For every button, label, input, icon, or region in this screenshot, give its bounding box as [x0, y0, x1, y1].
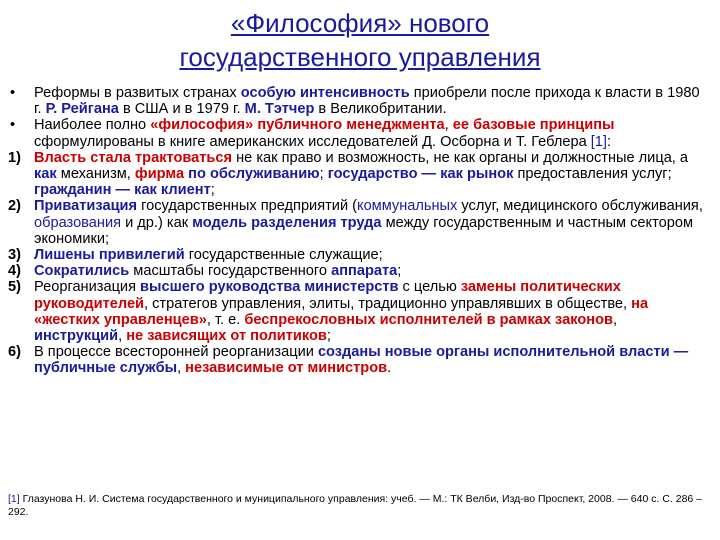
item-text: ,	[118, 328, 127, 345]
number-marker: 6)	[8, 344, 21, 361]
number-marker: 1)	[8, 149, 21, 166]
emphasis-text: образования	[34, 214, 122, 231]
number-marker: 5)	[8, 279, 21, 296]
emphasis-text: М. Тэтчер	[244, 101, 315, 118]
item-text: ;	[397, 263, 402, 280]
list-item	[8, 198, 708, 247]
slide-title-line-1: «Философия» нового	[230, 8, 490, 38]
emphasis-text: не зависящих от политиков	[126, 328, 327, 345]
item-text: государственные служащие;	[184, 247, 383, 264]
emphasis-text: Р. Рейгана	[45, 101, 119, 118]
item-text: предоставления услуг;	[513, 166, 672, 183]
item-text: ,	[177, 360, 186, 377]
emphasis-text: государство — как рынок	[327, 166, 514, 183]
item-text: ,	[444, 117, 453, 134]
item-text: .	[387, 360, 392, 377]
emphasis-text: Власть стала трактоваться	[34, 149, 233, 166]
item-text: с целью	[398, 279, 461, 296]
emphasis-text: беспрекословных исполнителей в рамках законов	[244, 311, 613, 328]
item-text: ;	[319, 166, 328, 183]
emphasis-text: Лишены привилегий	[34, 247, 185, 264]
item-text: механизм,	[56, 166, 135, 183]
item-text: ,	[612, 311, 618, 328]
emphasis-text: фирма	[134, 166, 185, 183]
emphasis-text: созданы новые органы исполнительной власти — публичные службы	[34, 344, 689, 377]
number-marker: 2)	[8, 198, 21, 215]
footnote-text: Глазунова Н. И. Система государственного и муниципального управления: учеб. — М.: ТК Велби, Изд-во Проспект, 2008. — 640 с. С. 286 – 292.	[8, 493, 703, 518]
item-text: не как право и возможность, не как органы и должностные лица, а	[232, 149, 689, 166]
emphasis-text: особую интенсивность	[240, 85, 410, 101]
list-item	[8, 344, 708, 376]
item-text: и др.) как	[121, 214, 193, 231]
number-marker: 4)	[8, 263, 21, 280]
emphasis-text: независимые от министров	[185, 360, 388, 377]
emphasis-text: замены политических руководителей	[34, 279, 621, 312]
item-text: , т. е.	[206, 311, 245, 328]
slide-body	[8, 85, 708, 377]
emphasis-text: модель разделения труда	[192, 214, 382, 231]
list-item	[8, 85, 708, 117]
emphasis-text: Сократились	[34, 263, 130, 280]
list-item	[8, 263, 708, 279]
list-item	[8, 117, 708, 149]
item-text: приобрели после прихода к власти в 1980 г.	[34, 85, 700, 118]
item-text: между государственным и частным сектором экономики;	[34, 214, 693, 247]
item-text: масштабы государственного	[129, 263, 332, 280]
item-text: ;	[326, 328, 331, 345]
item-text: услуг, медицинского обслуживания,	[457, 198, 703, 215]
emphasis-text: [1]	[590, 133, 607, 150]
emphasis-text: гражданин — как клиент	[34, 182, 211, 199]
item-text: В процессе всесторонней реорганизации	[34, 344, 318, 361]
bullet-marker: •	[10, 117, 16, 134]
emphasis-text: ее базовые принципы	[452, 117, 615, 134]
emphasis-text: как	[34, 166, 57, 183]
bullet-marker: •	[10, 85, 16, 101]
slide-title-line-2: государственного управления	[179, 42, 541, 72]
emphasis-text: Приватизация	[34, 198, 138, 215]
footnote-ref: [1]	[8, 493, 20, 505]
item-text: в Великобритании.	[314, 101, 447, 118]
number-marker: 3)	[8, 247, 21, 264]
emphasis-text: высшего руководства министерств	[140, 279, 399, 296]
item-text: Реорганизация	[34, 279, 141, 296]
emphasis-text: «философия» публичного менеджмента	[150, 117, 445, 134]
item-text: , стратегов управления, элиты, традиционно управлявших в обществе,	[144, 295, 632, 312]
emphasis-text: по обслуживанию	[188, 166, 320, 183]
item-text: в США и в 1979 г.	[118, 101, 245, 118]
slide-title	[0, 6, 720, 74]
list-item	[8, 247, 708, 263]
item-text: ;	[210, 182, 215, 199]
item-text: Наиболее полно	[34, 117, 151, 134]
item-text: государственных предприятий (	[137, 198, 358, 215]
emphasis-text: коммунальных	[357, 198, 458, 215]
item-text: сформулированы в книге американских исследователей Д. Осборна и Т. Геблера	[34, 133, 591, 150]
item-text: Реформы в развитых странах	[34, 85, 241, 101]
emphasis-text: аппарата	[331, 263, 398, 280]
list-item	[8, 150, 708, 199]
item-text: :	[606, 133, 612, 150]
emphasis-text: инструкций	[34, 328, 119, 345]
footnote	[8, 493, 708, 519]
list-item	[8, 279, 708, 344]
emphasis-text: на «жестких управленцев»	[34, 295, 649, 328]
